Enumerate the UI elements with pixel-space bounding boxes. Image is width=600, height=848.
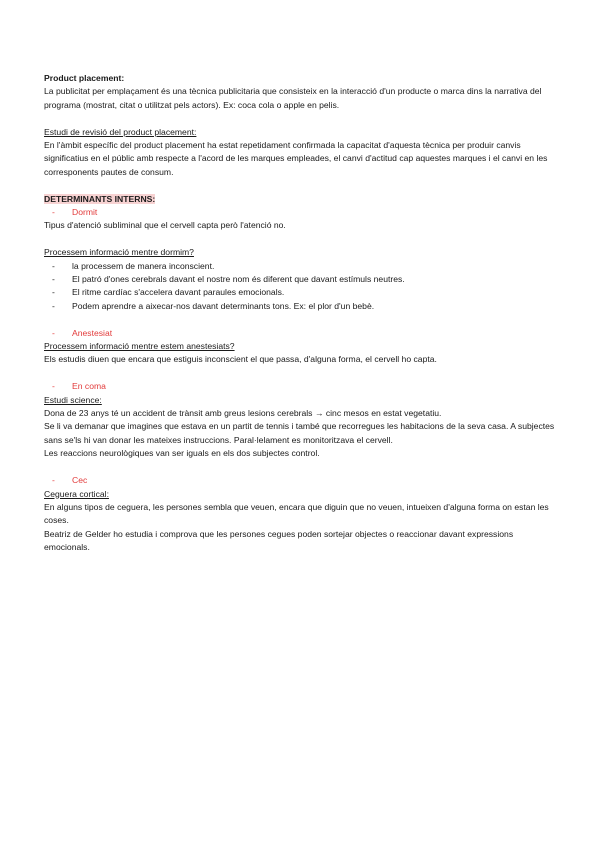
determinants-heading-text: DETERMINANTS INTERNS: <box>44 193 156 204</box>
page-title: Product placement: <box>44 73 125 83</box>
dash-marker: - <box>52 300 55 311</box>
section-dormit-label <box>44 206 560 219</box>
section-anestesiat-label <box>44 327 560 340</box>
section-label: En coma <box>72 381 106 392</box>
list-item <box>44 300 560 313</box>
dash-marker: - <box>52 327 55 338</box>
dormit-description: Tipus d'atenció subliminal que el cervell capta però l'atenció no. <box>44 220 286 231</box>
list-item-text: la processem de manera inconscient. <box>72 260 215 271</box>
document-body <box>44 72 560 555</box>
review-paragraph: En l'àmbit específic del product placement ha estat repetidament confirmada la capacitat d'aquesta tècnica per produir canvis significatius en el públic amb respecte a l'acord de les marques empleades, el canvi d'actitud cap aquestes marques i el canvi en les corresponents pautes de consum. <box>44 140 548 177</box>
cec-line: Beatriz de Gelder ho estudia i comprova que les persones cegues poden sortejar objectes o reaccionar davant expressions emocionals. <box>44 528 514 553</box>
dash-marker: - <box>52 207 55 218</box>
section-label: Dormit <box>72 207 98 218</box>
list-item <box>44 286 560 299</box>
section-encoma-label <box>44 380 560 393</box>
intro-paragraph: La publicitat per emplaçament és una tècnica publicitaria que consisteix en la interacció d'un producte o marca dins la narrativa del programa (mostrat, citat o utilitzat pels actors). Ex: coca cola o apple en pelis. <box>44 86 542 110</box>
list-item-text: El ritme cardíac s'accelera davant paraules emocionals. <box>72 287 285 298</box>
encoma-study-heading: Estudi science: <box>44 394 102 405</box>
section-label: Anestesiat <box>72 327 113 338</box>
list-item <box>44 260 560 273</box>
dormit-question: Processem informació mentre dormim? <box>44 247 194 258</box>
section-label: Cec <box>72 475 88 486</box>
dash-marker: - <box>52 274 55 285</box>
list-item <box>44 273 560 286</box>
list-item-text: Podem aprendre a aixecar-nos davant determinants tons. Ex: el plor d'un bebè. <box>72 300 375 311</box>
anestesiat-paragraph: Els estudis diuen que encara que estiguis inconscient el que passa, d'alguna forma, el cervell ho capta. <box>44 354 437 365</box>
anestesiat-question: Processem informació mentre estem anestesiats? <box>44 341 235 352</box>
dash-marker: - <box>52 260 55 271</box>
encoma-line: Les reaccions neurològiques van ser iguals en els dos subjectes control. <box>44 448 320 459</box>
dormit-bullet-list <box>44 260 560 314</box>
list-item-text: El patró d'ones cerebrals davant el nostre nom és diferent que davant estímuls neutres. <box>72 274 405 285</box>
review-heading: Estudi de revisió del product placement: <box>44 126 197 137</box>
section-cec-label <box>44 474 560 487</box>
cec-line: En alguns tipos de ceguera, les persones sembla que veuen, encara que diguin que no veuen, intueixen d'alguna forma on estan les coses. <box>44 501 549 526</box>
encoma-line: Dona de 23 anys té un accident de trànsit amb greus lesions cerebrals → cinc mesos en estat vegetatiu. <box>44 408 442 419</box>
determinants-heading <box>44 193 560 206</box>
encoma-line: Se li va demanar que imagines que estava en un partit de tennis i també que recorregues les habitacions de la seva casa. A subjectes sans se'ls hi van donar les mateixes instruccions. Paral·lelament es monitoritzava el cervell. <box>44 421 555 445</box>
dash-marker: - <box>52 287 55 298</box>
cec-heading: Ceguera cortical: <box>44 488 109 499</box>
dash-marker: - <box>52 475 55 486</box>
dash-marker: - <box>52 381 55 392</box>
